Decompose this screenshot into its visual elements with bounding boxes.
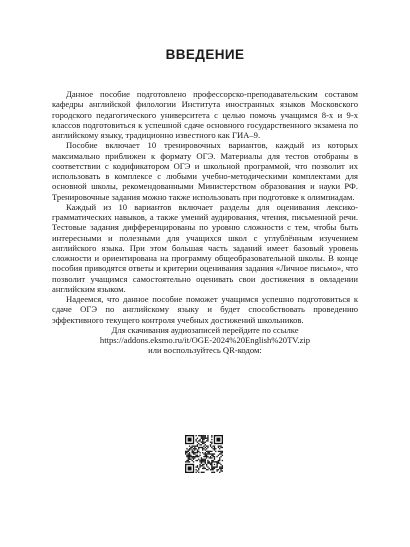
paragraph-structure: Каждый из 10 вариантов включает разделы для оценивания лексико-грамматических навыков, а также умений аудирования, чтения, письменной речи. Тестовые задания дифференцированы по уровню сложности с тем, чтобы быть интересными и полезными для учащихся школ с углублённым изучением английского языка. При этом большая часть заданий имеет базовый уровень сложности и ориентирована на программу общеобразовательной школы. В конце пособия приводятся ответы и критерии оценивания задания «Личное письмо», что позволит учащимся самостоятельно оценивать свои достижения в овладении английским языком. [52,201,358,294]
paragraph-closing: Надеемся, что данное пособие поможет учащимся успешно подготовиться к сдаче ОГЭ по английскому языку и будет способствовать проведению эффективного текущего контроля учебных достижений школьников. [52,294,358,325]
qr-code-icon[interactable] [185,435,223,473]
qr-line: или воспользуйтесь QR-кодом: [148,345,262,356]
download-url[interactable]: https://addons.eksmo.ru/it/OGE-2024%20English%20TV.zip [99,335,311,345]
download-line: Для скачивания аудиозаписей перейдите по ссылке [111,324,299,335]
paragraph-contents: Пособие включает 10 тренировочных вариантов, каждый из которых максимально приближен к формату ОГЭ. Материалы для тестов отобраны в соответствии с кодификатором ОГЭ и школьной программой, что позволит их использовать в комплексе с любыми учебно-методическими комплектами для основной школы, рекомендованными Министерством образования и науки РФ. Тренировочные задания можно также использовать при подготовке к олимпиадам. [52,140,358,202]
page-title: ВВЕДЕНИЕ [165,47,245,62]
paragraph-authors: Данное пособие подготовлено профессорско-преподавательским составом кафедры английской филологии Института иностранных языков Московского городского педагогического университета с целью помочь учащимся 8-х и 9-х классов подготовиться к успешной сдаче основного государственного экзамена по английскому языку, традиционно известного как ГИА–9. [52,89,358,140]
download-instructions [52,325,358,356]
introduction-text [52,89,358,356]
